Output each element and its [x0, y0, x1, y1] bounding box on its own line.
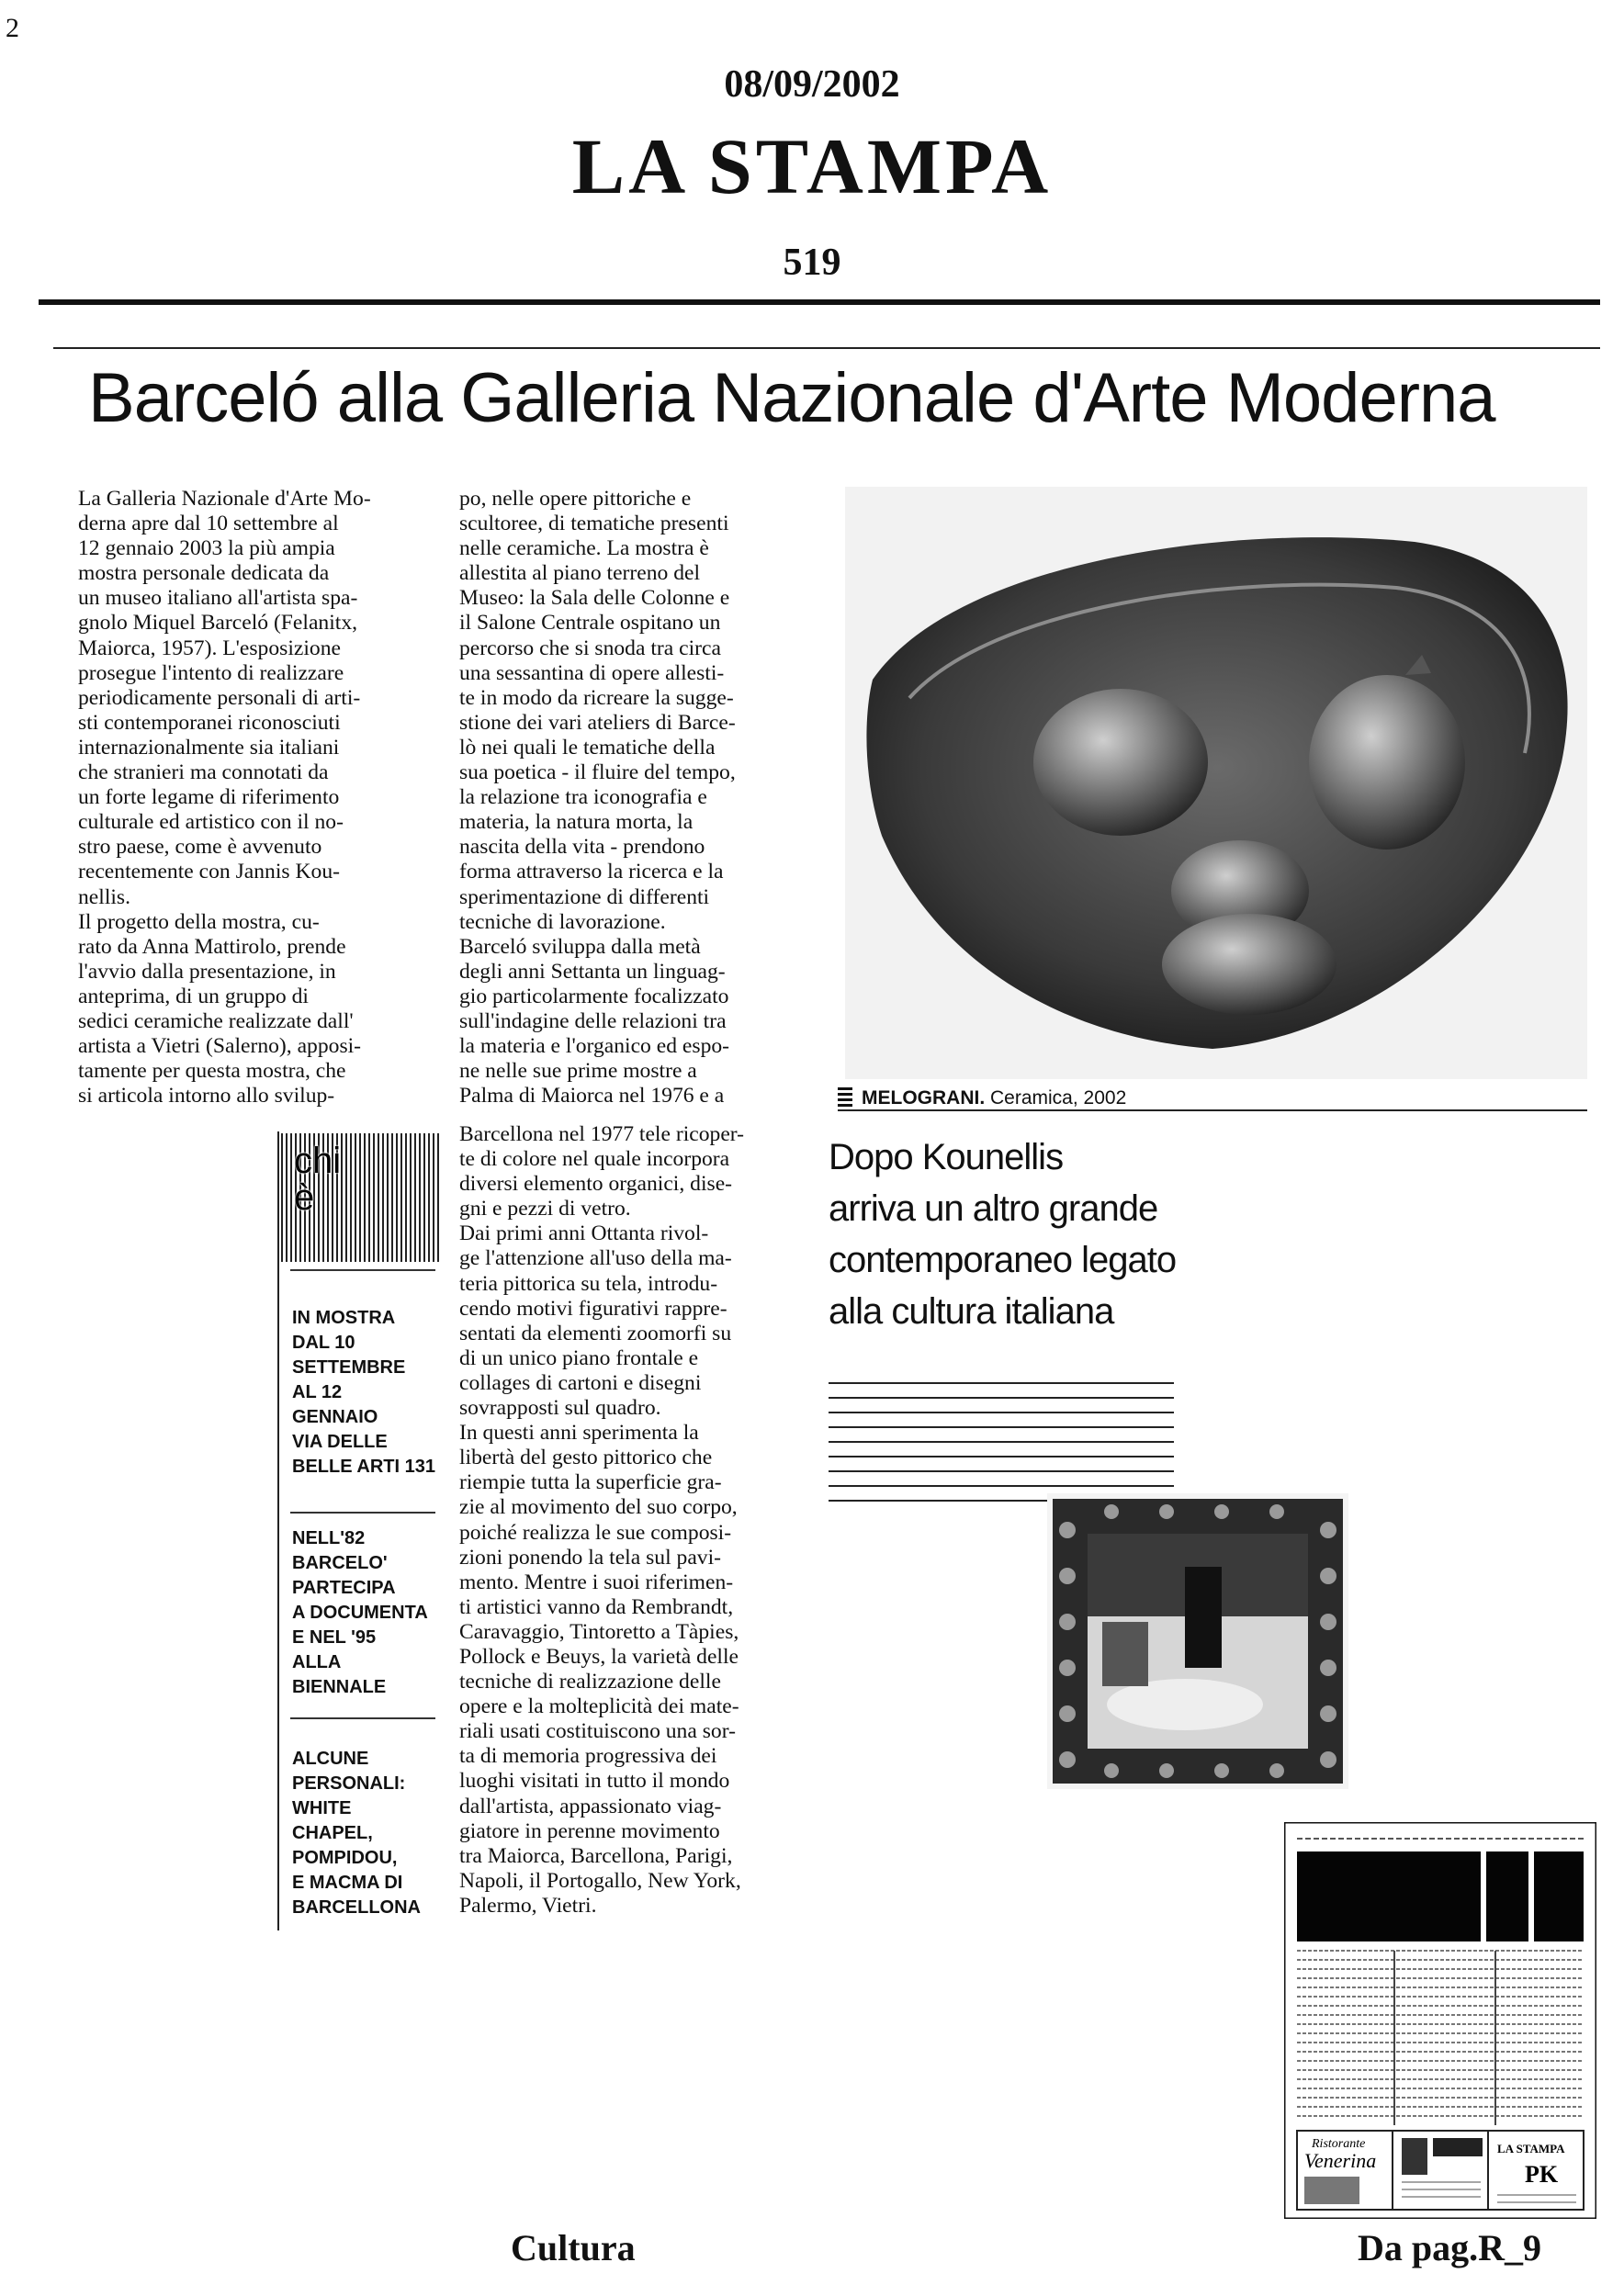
page-thumbnail [1284, 1822, 1596, 2219]
header-rule [39, 299, 1600, 305]
sidebar-heading: chi è [294, 1141, 342, 1218]
photo-caption-detail: Ceramica, 2002 [985, 1087, 1127, 1109]
headline-rule [53, 347, 1600, 349]
caption-marker-icon [838, 1087, 852, 1108]
caption-rule [838, 1109, 1587, 1111]
article-headline: Barceló alla Galleria Nazionale d'Arte Moderna [88, 359, 1495, 437]
sidebar-divider [277, 1131, 279, 1930]
article-column-3: Barcellona nel 1977 tele ricoper- te di colore nel quale incorpora diversi elemento organici, dise- gni e pezzi di vetro. Dai primi anni Ottanta rivol- ge l'attenzione all'uso della ma- teria pittorica su tela, introdu- cendo motivi figurativi rappre- sentati da elementi zoomorfi su di un unico piano frontale e collages di cartoni e disegni sovrapposti sul quadro. In questi anni sperimenta la libertà del gesto pittorico che riempie tutta la superficie gra- zie al movimento del suo corpo, poiché realizza le sue composi- zioni ponendo la tela sul pavi- mento. Mentre i suoi riferimen- ti artistici vanno da Rembrandt, Caravaggio, Tintoretto a Tàpies, Pollock e Beuys, la varietà delle tecniche di realizzazione delle opere e la molteplicità dei mate- riali usati costituiscono una sor- ta di memoria progressiva dei luoghi visitati in tutto il mondo dall'artista, appassionato viag- giatore in perenne movimento tra Maiorca, Barcellona, Parigi, Napoli, il Portogallo, New York, Palermo, Vietri. [459, 1122, 745, 1918]
article-column-2: po, nelle opere pittoriche e scultoree, di tematiche presenti nelle ceramiche. La mostra è allestita al piano terreno del Museo: la Sala delle Colonne e il Salone Centrale ospitano un percorso che si snoda tra circa una sessantina di opere allesti- te in modo da ricreare la sugge- stione dei vari ateliers di Barce- lò nei quali le tematiche della sua poetica - il fluire del tempo, la relazione tra iconografia e materia, la natura morta, la nascita della vita - prendono forma attraverso la ricerca e la sperimentazione di differenti tecniche di lavorazione. Barceló sviluppa dalla metà degli anni Settanta un linguag- gio particolarmente focalizzato sull'indagine delle relazioni tra la materia e l'organico ed espo- ne nelle sue prime mostre a Palma di Maiorca nel 1976 e a [459, 487, 736, 1109]
thumbnail-ad-name: Venerina [1304, 2149, 1377, 2172]
page-number: 2 [6, 13, 19, 43]
sidebar-rule [290, 1269, 435, 1271]
ceramic-bowl-photo [845, 487, 1587, 1079]
sidebar-block-personali: ALCUNE PERSONALI: WHITE CHAPEL, POMPIDOU, E MACMA DI BARCELLONA [292, 1749, 421, 1918]
footer-page-reference: Da pag.R_9 [1358, 2227, 1542, 2268]
sidebar-block-exhibition: IN MOSTRA DAL 10 SETTEMBRE AL 12 GENNAIO VIA DELLE BELLE ARTI 131 [292, 1308, 435, 1477]
sidebar-rule [290, 1512, 435, 1514]
thumbnail-masthead: LA STAMPA [1497, 2142, 1565, 2155]
publication-date: 08/09/2002 [724, 63, 900, 106]
pull-quote: Dopo Kounellis arriva un altro grande contemporaneo legato alla cultura italiana [829, 1137, 1177, 1332]
sidebar-rule [290, 1717, 435, 1719]
footer-section-name: Cultura [511, 2227, 636, 2268]
photo-caption-title: MELOGRANI. [862, 1087, 986, 1109]
framed-painting-photo [1047, 1493, 1348, 1789]
photo-caption [862, 1087, 1126, 1109]
thumbnail-ad-label: Ristorante [1312, 2137, 1366, 2151]
svg-text:PK: PK [1525, 2161, 1559, 2188]
sidebar-block-documenta: NELL'82 BARCELO' PARTECIPA A DOCUMENTA E NEL '95 ALLA BIENNALE [292, 1528, 428, 1697]
newspaper-masthead: LA STAMPA [571, 122, 1053, 210]
article-column-1: La Galleria Nazionale d'Arte Mo- derna apre dal 10 settembre al 12 gennaio 2003 la più ampia mostra personale dedicata da un museo italiano all'artista spa- gnolo Miquel Barceló (Felanitx, Maiorca, 1957). L'esposizione prosegue l'intento di realizzare periodicamente personali di arti- sti contemporanei riconosciuti internazionalmente sia italiani che stranieri ma connotati da un forte legame di riferimento culturale ed artistico con il no- stro paese, come è avvenuto recentemente con Jannis Kou- nellis. Il progetto della mostra, cu- rato da Anna Mattirolo, prende l'avvio dalla presentazione, in anteprima, di un gruppo di sedici ceramiche realizzate dall' artista a Vietri (Salerno), apposi- tamente per questa mostra, che si articola intorno allo svilup- [78, 487, 371, 1109]
page-code: 519 [783, 242, 841, 284]
